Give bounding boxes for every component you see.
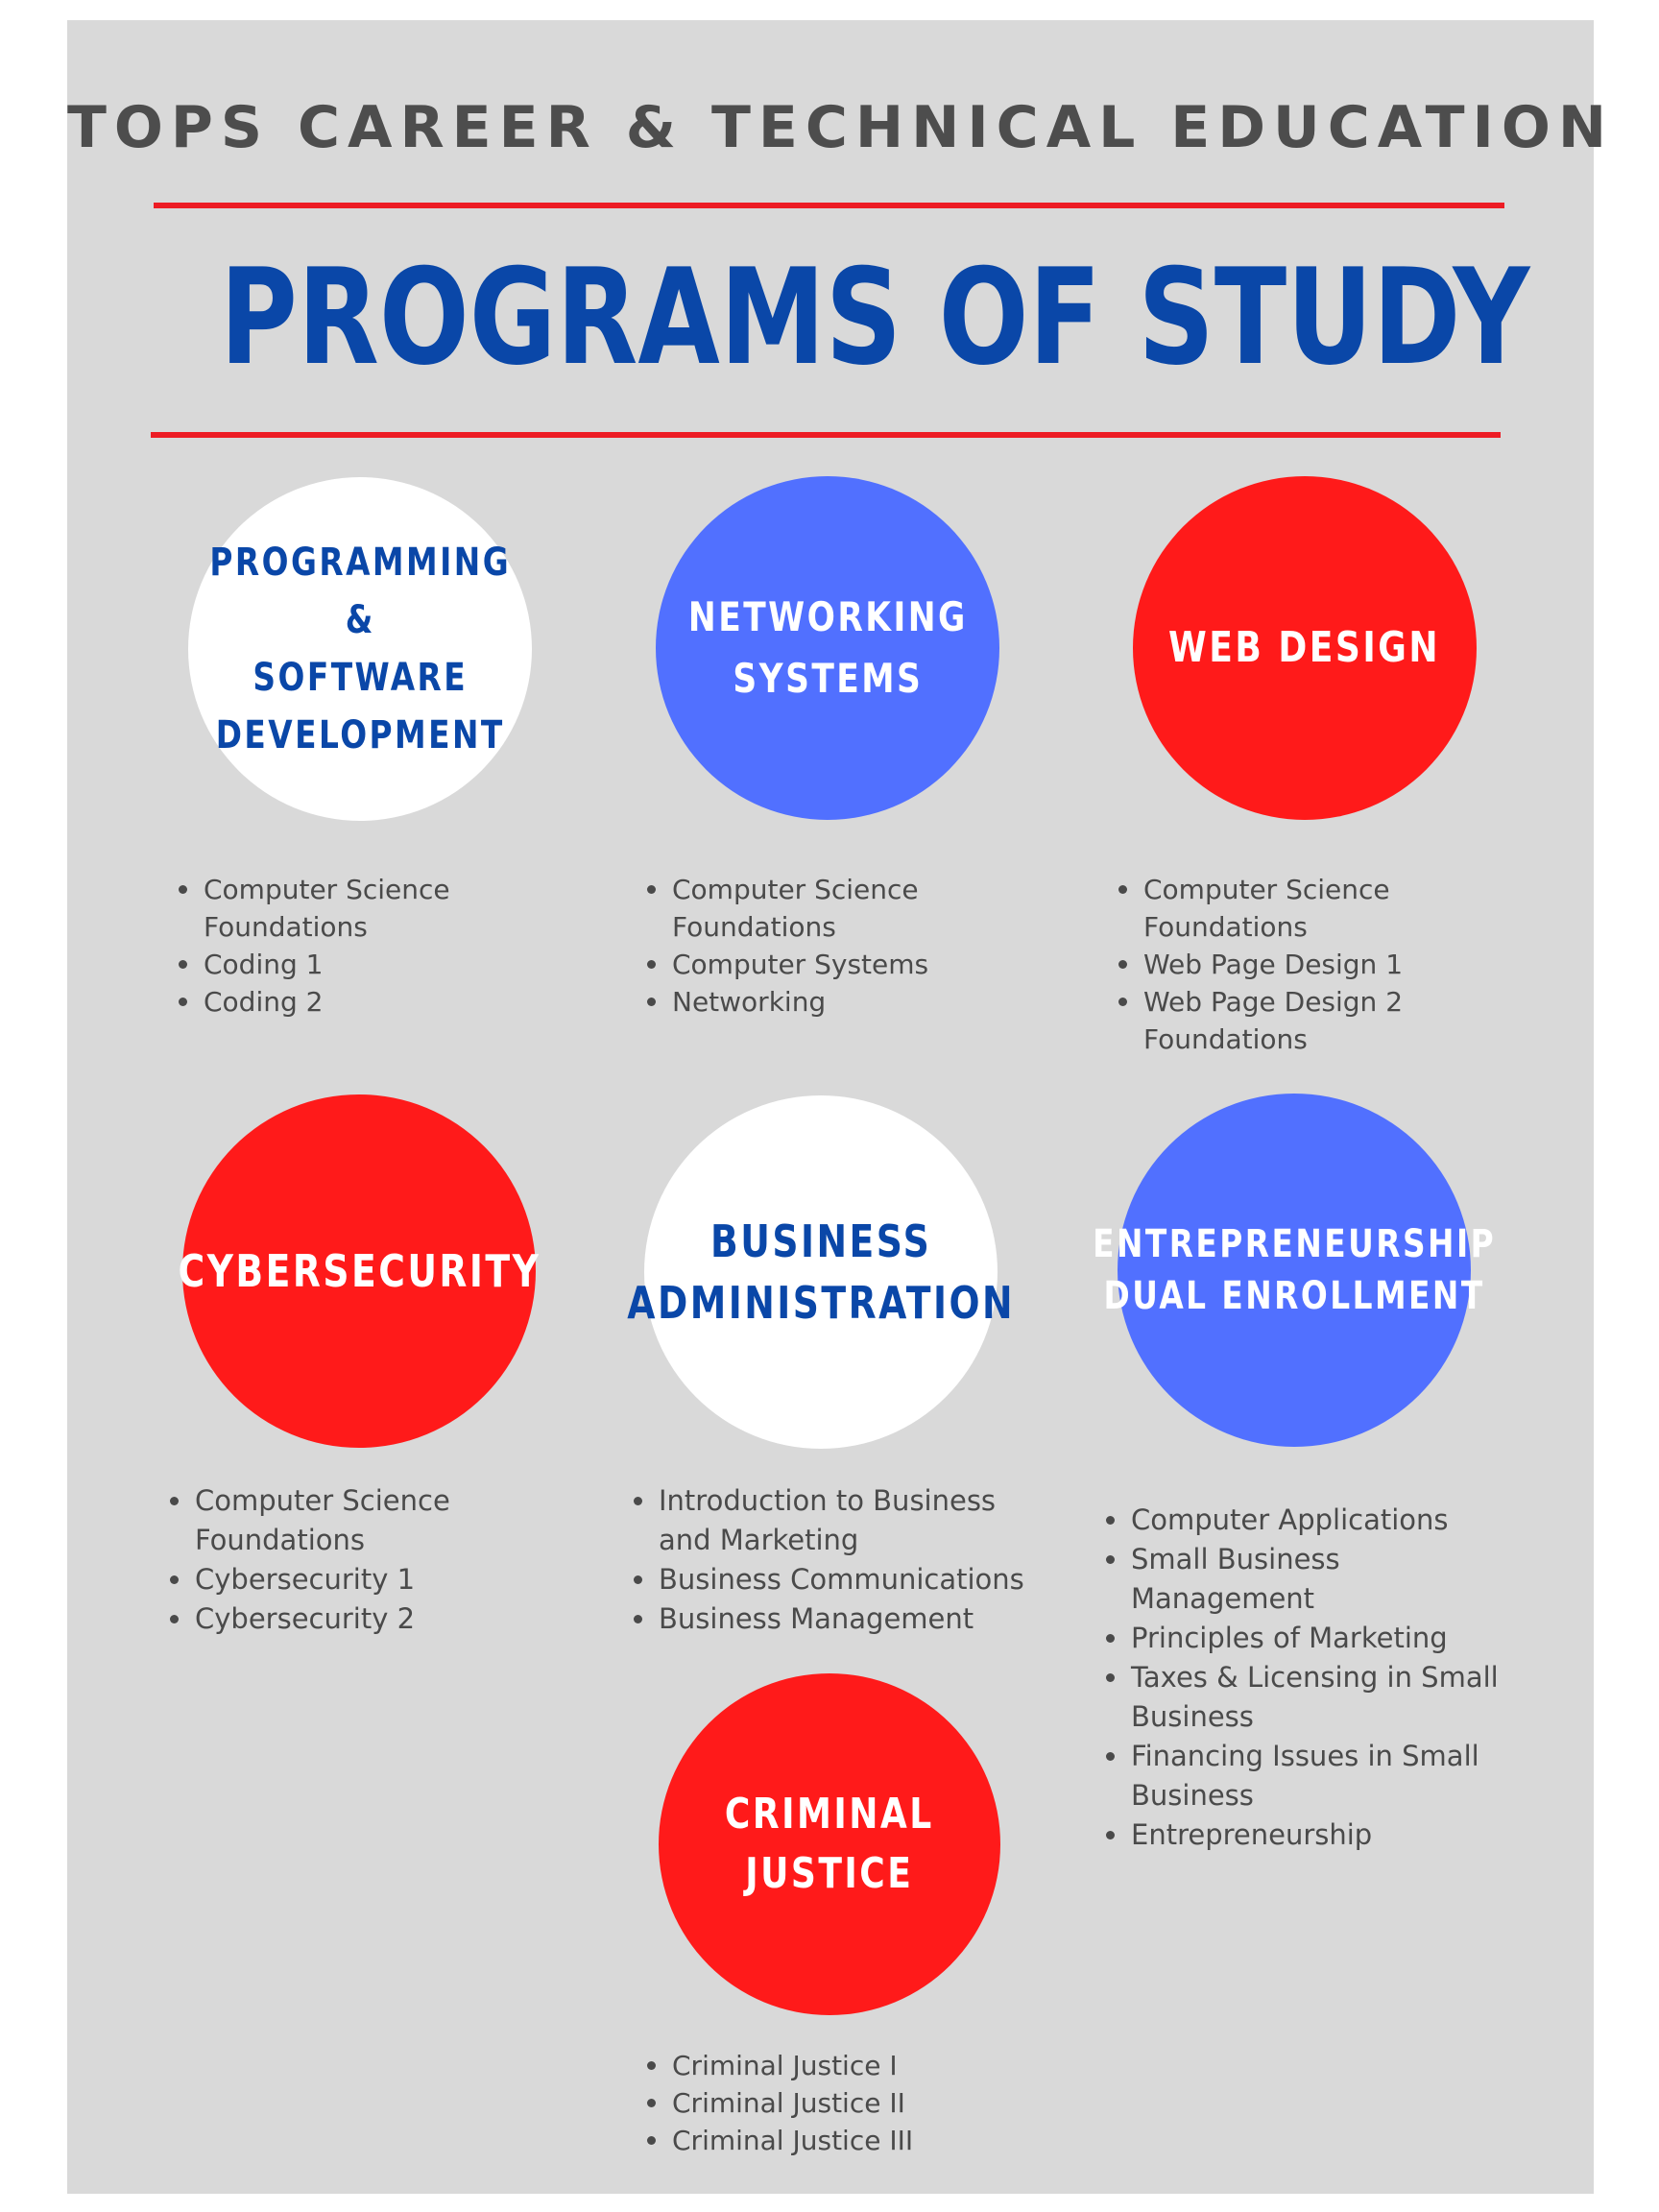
program-title: PROGRAMMING & SOFTWARE DEVELOPMENT — [209, 541, 511, 757]
list-item: Criminal Justice I — [643, 2047, 960, 2084]
program-title: BUSINESS ADMINISTRATION — [627, 1215, 1015, 1329]
list-item: Taxes & Licensing in Small Business — [1102, 1658, 1505, 1737]
list-item: Computer Science Foundations — [643, 871, 960, 946]
list-item: Cybersecurity 2 — [166, 1599, 493, 1639]
list-item: Cybersecurity 1 — [166, 1560, 493, 1599]
list-item: Financing Issues in Small Business — [1102, 1737, 1505, 1815]
page-title: PROGRAMS OF STUDY — [220, 240, 1530, 395]
course-list-programming — [175, 871, 492, 1021]
program-circle-networking — [656, 476, 999, 820]
list-item: Introduction to Business and Marketing — [630, 1481, 1033, 1560]
course-list-entrepreneurship — [1102, 1501, 1505, 1855]
program-title: WEB DESIGN — [1168, 623, 1441, 672]
list-item: Networking — [643, 983, 960, 1021]
program-circle-criminal-justice — [659, 1673, 1000, 2015]
course-list-networking — [643, 871, 960, 1021]
program-circle-cybersecurity — [178, 1094, 541, 1448]
list-item: Coding 1 — [175, 946, 492, 983]
program-circle-programming — [188, 477, 532, 821]
program-circle-business — [627, 1095, 1015, 1449]
program-title: CYBERSECURITY — [178, 1245, 541, 1297]
list-item: Entrepreneurship — [1102, 1815, 1505, 1855]
list-item: Coding 2 — [175, 983, 492, 1021]
program-circle-web-design — [1133, 476, 1477, 820]
list-item: Computer Science Foundations — [175, 871, 492, 946]
list-item: Principles of Marketing — [1102, 1619, 1505, 1658]
list-item: Computer Systems — [643, 946, 960, 983]
course-list-business — [630, 1481, 1033, 1639]
list-item: Business Communications — [630, 1560, 1033, 1599]
program-circle-entrepreneurship — [1092, 1094, 1497, 1447]
program-title: ENTREPRENEURSHIP DUAL ENROLLMENT — [1092, 1222, 1497, 1318]
course-list-cybersecurity — [166, 1481, 493, 1639]
list-item: Business Management — [630, 1599, 1033, 1639]
list-item: Computer Applications — [1102, 1501, 1505, 1540]
program-title: CRIMINAL JUSTICE — [725, 1790, 934, 1898]
list-item: Computer Science Foundations — [1115, 871, 1431, 946]
list-item: Computer Science Foundations — [166, 1481, 493, 1560]
program-title: NETWORKING SYSTEMS — [687, 593, 968, 702]
list-item: Criminal Justice II — [643, 2084, 960, 2122]
list-item: Small Business Management — [1102, 1540, 1505, 1619]
course-list-web-design — [1115, 871, 1431, 1058]
course-list-criminal-justice — [643, 2047, 960, 2159]
top-divider — [154, 203, 1504, 208]
organization-title: TOPS CAREER & TECHNICAL EDUCATION — [67, 94, 1615, 161]
list-item: Web Page Design 2 Foundations — [1115, 983, 1431, 1058]
list-item: Criminal Justice III — [643, 2122, 960, 2159]
bottom-divider — [151, 432, 1501, 438]
list-item: Web Page Design 1 — [1115, 946, 1431, 983]
